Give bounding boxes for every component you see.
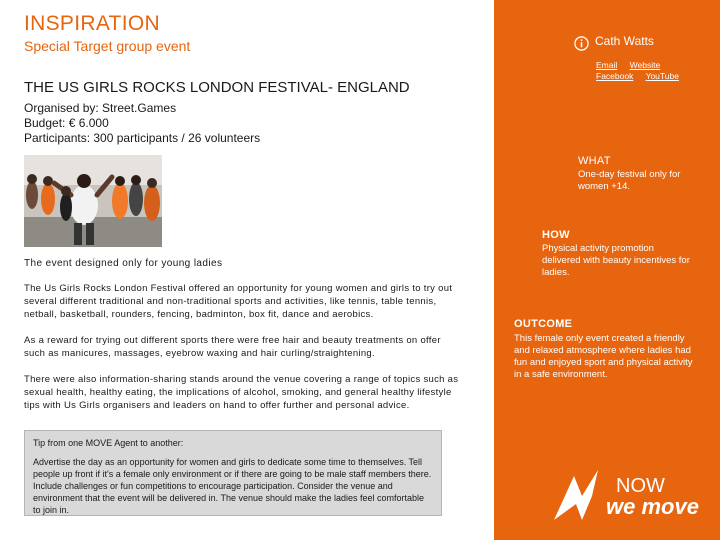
tip-heading: Tip from one MOVE Agent to another:: [33, 438, 184, 448]
website-link[interactable]: Website: [629, 60, 661, 70]
tip-text: Advertise the day as an opportunity for women and girls to dedicate some time to themselves. Tell people up front if it's a female only environment or if there are going to be male staff members there. Include challenges or fun competitions to encourage participation. Consider the venue and environment that the event will be delivered in. The venue should make the ladies feel comfortable to join in.: [33, 457, 432, 515]
organiser-line: Organised by: Street.Games: [24, 101, 177, 115]
dance-photo-illustration: [24, 155, 162, 247]
participants-line: Participants: 300 participants / 26 volunteers: [24, 131, 261, 145]
how-heading: HOW: [542, 229, 570, 241]
description-paragraph: The Us Girls Rocks London Festival offered an opportunity for young women and girls to try out several different traditional and non-traditional sports and activities, like tennis, table tennis, netball, basketball, rounders, fencing, badminton, box fit, dance and aerobics.: [24, 283, 453, 320]
event-details: [24, 101, 260, 146]
how-text: Physical activity promotion delivered with beauty incentives for ladies.: [542, 243, 690, 278]
what-heading: WHAT: [578, 155, 611, 167]
tip-box: [24, 430, 442, 516]
photo-caption: The event designed only for young ladies: [24, 258, 223, 269]
event-title: THE US GIRLS ROCKS LONDON FESTIVAL- ENGLAND: [24, 79, 410, 96]
description-paragraph: There were also information-sharing stands around the venue covering a range of topics such as sexual health, healthy eating, the implications of alcohol, smoking, and general healthy lifestyle tips with Us Girls organisers and leaders on hand to offer further and personal advice.: [24, 374, 459, 411]
what-text: One-day festival only for women +14.: [578, 169, 681, 192]
description-paragraph: As a reward for trying out different sports there were free hair and beauty treatments on offer such as manicures, massages, eyebrow waxing and hair curling/straightening.: [24, 335, 441, 359]
email-link[interactable]: Email: [596, 60, 618, 70]
logo-line-1: NOW: [616, 475, 665, 497]
event-description: [24, 282, 464, 425]
contact-name: Cath Watts: [595, 34, 654, 48]
facebook-link[interactable]: Facebook: [596, 71, 634, 81]
logo-mark-icon: [554, 470, 598, 520]
page-title: INSPIRATION: [24, 12, 160, 35]
now-we-move-logo: [552, 466, 700, 522]
info-icon: [574, 36, 589, 51]
outcome-text: This female only event created a friendly and relaxed atmosphere where ladies had fun and enjoyed sport and physical activity in a safe environment.: [514, 333, 693, 380]
page-subtitle: Special Target group event: [24, 38, 191, 54]
outcome-heading: OUTCOME: [514, 318, 573, 330]
youtube-link[interactable]: YouTube: [645, 71, 679, 81]
budget-line: Budget: € 6.000: [24, 116, 109, 130]
event-photo: [24, 155, 162, 247]
contact-links: [596, 60, 689, 82]
logo-line-2: we move: [606, 494, 699, 519]
